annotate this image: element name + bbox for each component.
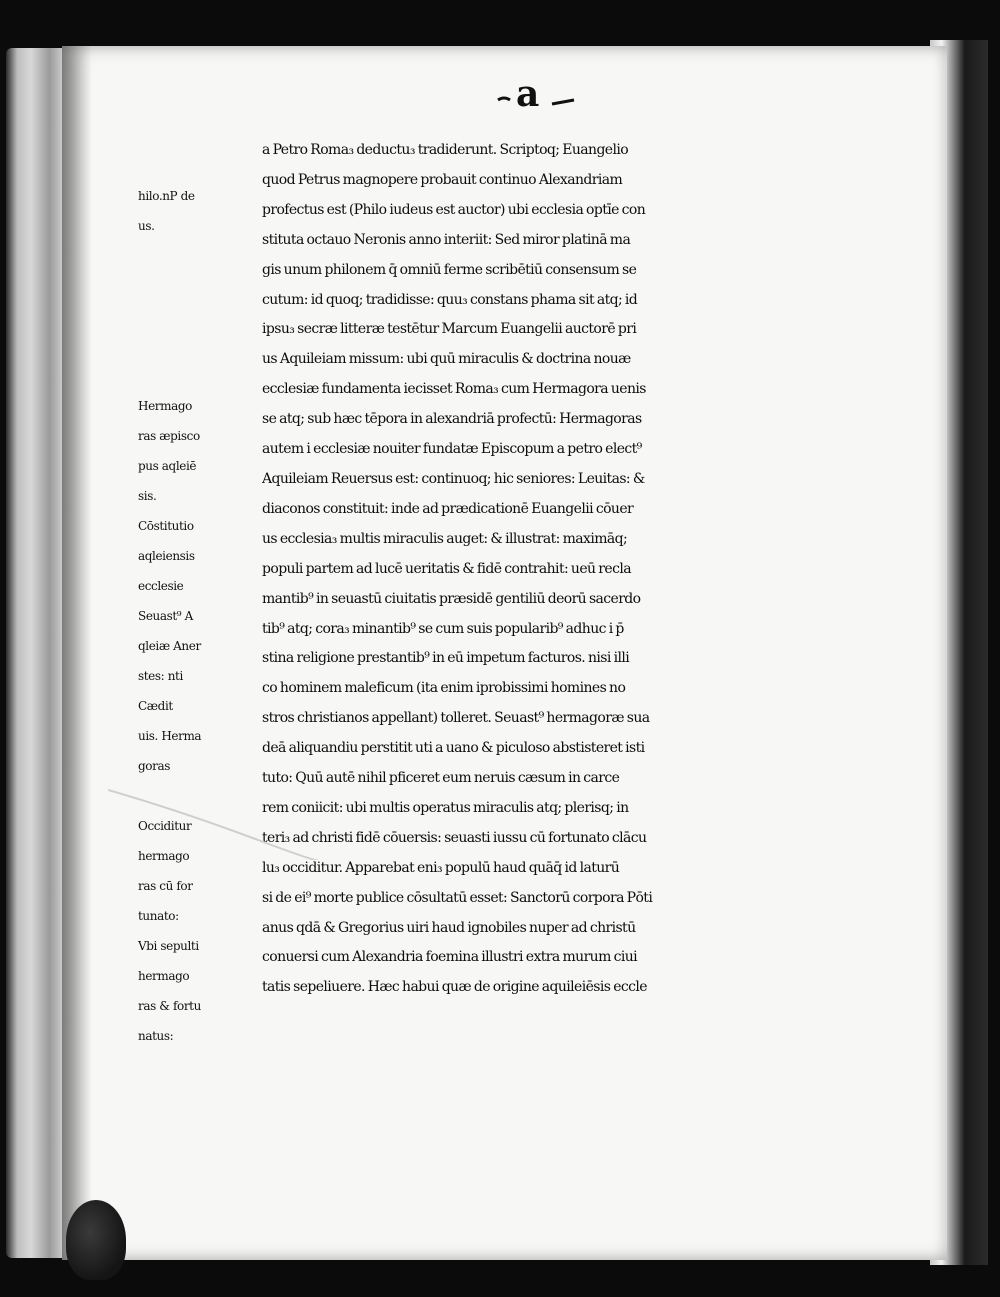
margin-note-line: hermago xyxy=(138,848,190,863)
text-line: us ecclesia₃ multis miraculis auget: & illustrat: maximāq; xyxy=(262,530,628,547)
margin-note-line: tunato: xyxy=(138,908,179,923)
text-line: se atq; sub hæc tēpora in alexandriā profectū: Hermagoras xyxy=(262,411,642,428)
text-line: ecclesiæ fundamenta iecisset Roma₃ cum Hermagora uenis xyxy=(262,381,646,398)
margin-note-line: Vbi sepulti xyxy=(138,939,199,953)
text-line: lu₃ occiditur. Apparebat eni₃ populū haud quāq̄ id laturū xyxy=(262,859,620,876)
margin-note xyxy=(138,182,263,242)
text-line: profectus est (Philo iudeus est auctor) ubi ecclesia optīe con xyxy=(262,201,646,218)
margin-note-line: ras æpisco xyxy=(138,428,200,443)
margin-note xyxy=(138,932,263,1052)
margin-note-line: natus: xyxy=(138,1028,174,1043)
text-line: cutum: id quoq; tradidisse: quu₃ constans phama sit atq; id xyxy=(262,291,638,308)
gutter-shadow xyxy=(62,46,92,1260)
margin-note-line: hermago xyxy=(138,968,190,983)
text-line: teri₃ ad christi fidē cōuersis: seuasti iussu cū fortunato clācu xyxy=(262,829,647,846)
margin-note-line: stes: nti xyxy=(138,668,183,683)
text-line: rem coniicit: ubi multis operatus miraculis atq; plerisq; in xyxy=(262,799,629,816)
margin-note-line: Occiditur xyxy=(138,819,192,833)
text-line: us Aquileiam missum: ubi quū miraculis & doctrina nouæ xyxy=(262,351,631,368)
margin-note-line: sis. xyxy=(138,488,157,503)
folio-header-mark xyxy=(490,74,590,118)
margin-note-line: goras xyxy=(138,758,170,773)
margin-note xyxy=(138,512,263,602)
margin-note-line: ecclesie xyxy=(138,578,184,593)
text-line: a Petro Roma₃ deductu₃ tradiderunt. Scriptoq; Euangelio xyxy=(262,142,629,158)
left-page-edges xyxy=(6,48,68,1258)
margin-note-line: ras & fortu xyxy=(138,998,201,1013)
text-line: autem i ecclesiæ nouiter fundatæ Episcopum a petro elect⁹ xyxy=(262,441,642,458)
text-line: si de ei⁹ morte publice cōsultatū esset: Sanctorū corpora Pōti xyxy=(262,889,653,906)
margin-note-line: aqleiensis xyxy=(138,548,195,563)
margin-note xyxy=(138,602,263,781)
margin-note-line: Hermago xyxy=(138,399,192,413)
margin-note-line: uis. Herma xyxy=(138,728,202,743)
main-text-block xyxy=(262,136,882,1003)
margin-note xyxy=(138,812,263,932)
margin-note-line: ras cū for xyxy=(138,878,193,893)
margin-note-line: pus aqleiē xyxy=(138,458,197,473)
text-line: ipsu₃ secræ litteræ testētur Marcum Euangelii auctorē pri xyxy=(262,321,637,338)
margin-note-line: qleiæ Aner xyxy=(138,638,201,653)
text-line: deā aliquandiu perstitit uti a uano & piculoso abstisteret isti xyxy=(262,740,645,757)
margin-note-line: Cædit xyxy=(138,698,173,713)
text-line: conuersi cum Alexandria foemina illustri extra murum ciui xyxy=(262,949,638,966)
text-line: stituta octauo Neronis anno interiit: Sed miror platinā ma xyxy=(262,231,631,248)
text-line: tib⁹ atq; cora₃ minantib⁹ se cum suis popularib⁹ adhuc i p̄ xyxy=(262,620,624,637)
text-line: populi partem ad lucē ueritatis & fidē contrahit: ueū recla xyxy=(262,560,631,577)
margin-note-line: Cōstitutio xyxy=(138,519,194,533)
text-line: Aquileiam Reuersus est: continuoq; hic seniores: Leuitas: & xyxy=(262,470,645,487)
text-line: tatis sepeliuere. Hæc habui quæ de origine aquileiēsis eccle xyxy=(262,979,647,996)
margin-note-line: Seuast⁹ A xyxy=(138,609,193,623)
text-line: anus qdā & Gregorius uiri haud ignobiles nuper ad christū xyxy=(262,919,636,936)
margin-note xyxy=(138,392,263,512)
margin-note-line: hilo.nP de xyxy=(138,189,195,203)
text-line: stina religione prestantib⁹ in eū impetum facturos. nisi illi xyxy=(262,650,630,667)
text-line: stros christianos appellant) tolleret. Seuast⁹ hermagoræ sua xyxy=(262,710,650,727)
text-line: quod Petrus magnopere probauit continuo Alexandriam xyxy=(262,171,623,188)
text-line: tuto: Quū autē nihil pficeret eum neruis cæsum in carce xyxy=(262,770,620,787)
margin-note-line: us. xyxy=(138,218,155,233)
thumb-holding-page xyxy=(66,1200,126,1280)
text-line: diaconos constituit: inde ad prædicationē Euangelii cōuer xyxy=(262,500,634,517)
text-line: mantib⁹ in seuastū ciuitatis præsidē gentiliū deorū sacerdo xyxy=(262,590,641,607)
folio-letter: a xyxy=(516,74,540,115)
text-line: co hominem maleficum (ita enim iprobissimi homines no xyxy=(262,680,626,697)
text-line: gis unum philonem q̄ omniū ferme scribētiū consensum se xyxy=(262,261,637,278)
